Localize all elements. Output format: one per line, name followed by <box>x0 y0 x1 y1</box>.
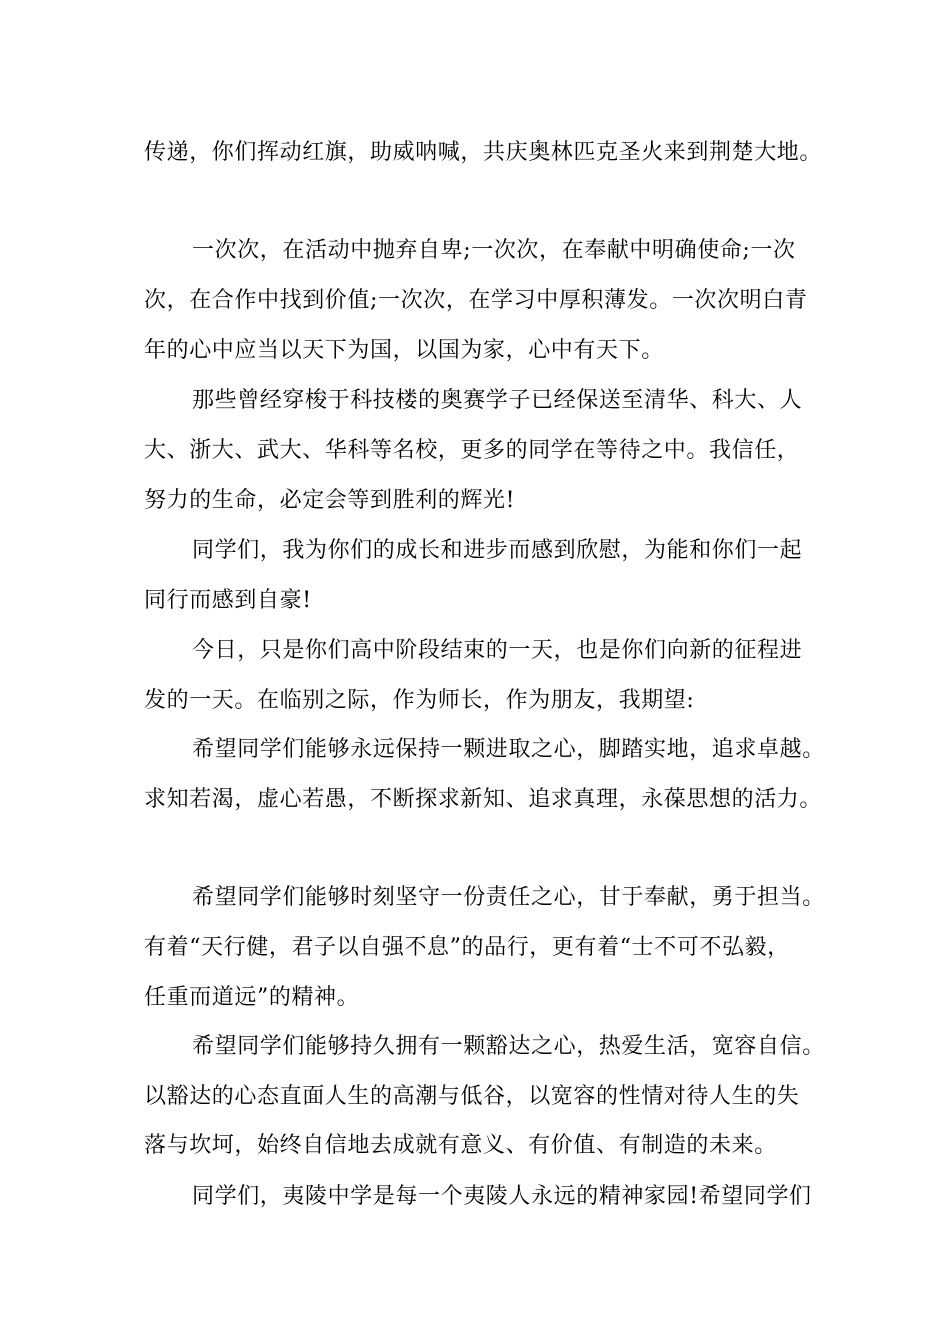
text-line: 希望同学们能够永远保持一颗进取之心，脚踏实地，追求卓越。 <box>192 737 825 762</box>
text-line: 同行而感到自豪! <box>144 588 312 613</box>
text-line: 那些曾经穿梭于科技楼的奥赛学子已经保送至清华、科大、人 <box>192 388 803 413</box>
text-line: 落与坎坷，始终自信地去成就有意义、有价值、有制造的未来。 <box>144 1133 777 1158</box>
text-line: 有着“天行健，君子以自强不息”的品行，更有着“士不可不弘毅， <box>144 935 790 960</box>
text-line: 大、浙大、武大、华科等名校，更多的同学在等待之中。我信任， <box>144 438 800 463</box>
text-line: 求知若渴，虚心若愚，不断探求新知、追求真理，永葆思想的活力。 <box>144 787 823 812</box>
text-line: 一次次，在活动中抛弃自卑;一次次，在奉献中明确使命;一次 <box>192 238 796 263</box>
text-line: 努力的生命，必定会等到胜利的辉光! <box>144 488 516 513</box>
text-line: 年的心中应当以天下为国，以国为家，心中有天下。 <box>144 338 664 363</box>
text-line: 希望同学们能够时刻坚守一份责任之心，甘于奉献，勇于担当。 <box>192 885 825 910</box>
text-line: 希望同学们能够持久拥有一颗豁达之心，热爱生活，宽容自信。 <box>192 1034 825 1059</box>
text-line: 次，在合作中找到价值;一次次，在学习中厚积薄发。一次次明白青 <box>144 288 808 313</box>
text-line: 同学们，我为你们的成长和进步而感到欣慰，为能和你们一起 <box>192 538 803 563</box>
text-line: 以豁达的心态直面人生的高潮与低谷，以宽容的性情对待人生的失 <box>144 1084 800 1109</box>
text-line: 发的一天。在临别之际，作为师长，作为朋友，我期望: <box>144 688 695 713</box>
text-line: 任重而道远”的精神。 <box>144 985 360 1010</box>
text-line: 同学们，夷陵中学是每一个夷陵人永远的精神家园!希望同学们 <box>192 1184 812 1209</box>
text-line: 传递，你们挥动红旗，助威呐喊，共庆奥林匹克圣火来到荆楚大地。 <box>144 140 823 165</box>
text-line: 今日，只是你们高中阶段结束的一天，也是你们向新的征程进 <box>192 638 803 663</box>
